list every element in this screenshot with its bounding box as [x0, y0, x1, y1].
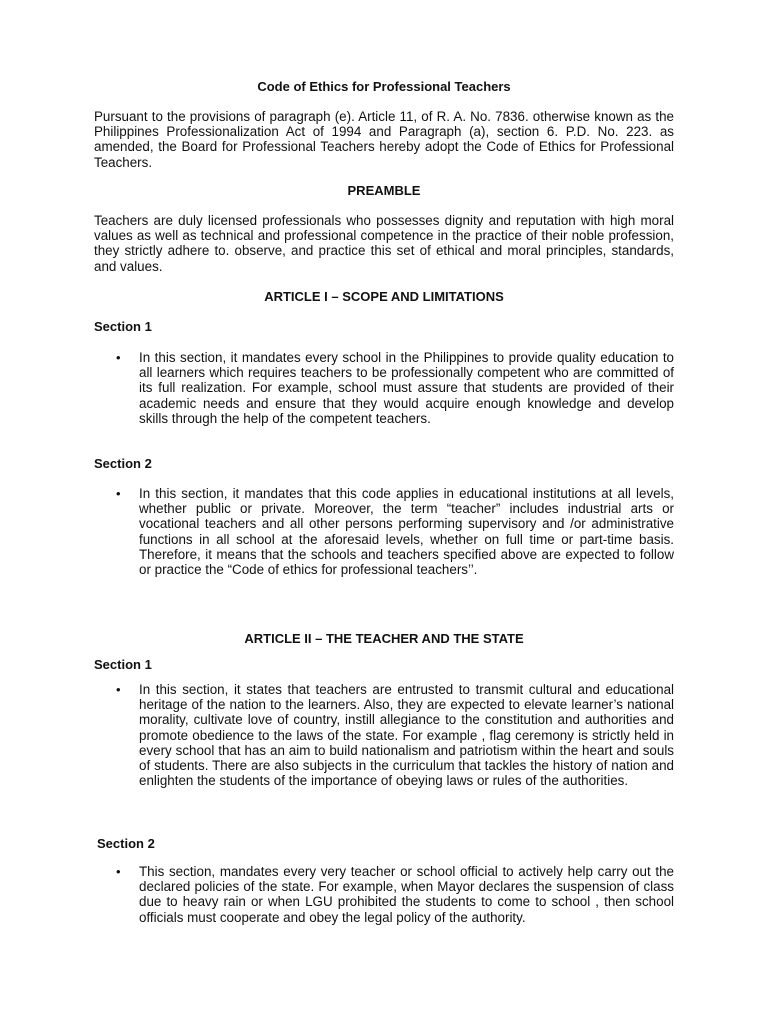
article1-section1-label: Section 1 — [94, 319, 152, 334]
bullet-icon: • — [116, 350, 121, 365]
bullet-icon: • — [116, 864, 121, 879]
article1-section1-text: In this section, it mandates every school in the Philippines to provide quality education to all learners which requires teachers to be professionally competent who are committed of its full realization. For example, school must assure that students are provided of their academic needs and ensure that they would acquire enough knowledge and develop skills through the help of the competent teachers. — [139, 350, 674, 426]
preamble-heading: PREAMBLE — [347, 183, 421, 198]
article2-section1-text: In this section, it states that teachers are entrusted to transmit cultural and educational heritage of the nation to the learners. Also, they are expected to elevate learner’s national morality, cultivate love of country, instill allegiance to the constitution and authorities and promote obedience to the laws of the state. For example , flag ceremony is strictly held in every school that has an aim to build nationalism and patriotism within the heart and souls of students. There are also subjects in the curriculum that tackles the history of nation and enlighten the students of the importance of obeying laws or rules of the authorities. — [139, 682, 674, 789]
document-title: Code of Ethics for Professional Teachers — [257, 79, 511, 94]
article2-section2-label: Section 2 — [97, 836, 155, 851]
article2-heading: ARTICLE II – THE TEACHER AND THE STATE — [244, 631, 524, 646]
article1-section2-text: In this section, it mandates that this code applies in educational institutions at all levels, whether public or private. Moreover, the term “teacher” includes industrial arts or vocational teachers and all other persons performing supervisory and /or administrative functions in all school at the aforesaid levels, whether on full time or part-time basis. Therefore, it means that the schools and teachers specified above are expected to follow or practice the “Code of ethics for professional teachers’’. — [139, 486, 674, 578]
article1-section2-label: Section 2 — [94, 456, 152, 471]
article2-section1-label: Section 1 — [94, 657, 152, 672]
preamble-paragraph: Teachers are duly licensed professionals who possesses dignity and reputation with high moral values as well as technical and professional competence in the practice of their noble profession, they strictly adhere to. observe, and practice this set of ethical and moral principles, standards, and values. — [94, 213, 674, 274]
intro-paragraph: Pursuant to the provisions of paragraph (e). Article 11, of R. A. No. 7836. otherwise known as the Philippines Professionalization Act of 1994 and Paragraph (a), section 6. P.D. No. 223. as amended, the Board for Professional Teachers hereby adopt the Code of Ethics for Professional Teachers. — [94, 109, 674, 170]
article2-section2-text: This section, mandates every very teacher or school official to actively help carry out the declared policies of the state. For example, when Mayor declares the suspension of class due to heavy rain or when LGU prohibited the students to come to school , then school officials must cooperate and obey the legal policy of the authority. — [139, 864, 674, 925]
bullet-icon: • — [116, 682, 121, 697]
bullet-icon: • — [116, 486, 121, 501]
article1-heading: ARTICLE I – SCOPE AND LIMITATIONS — [264, 289, 504, 304]
